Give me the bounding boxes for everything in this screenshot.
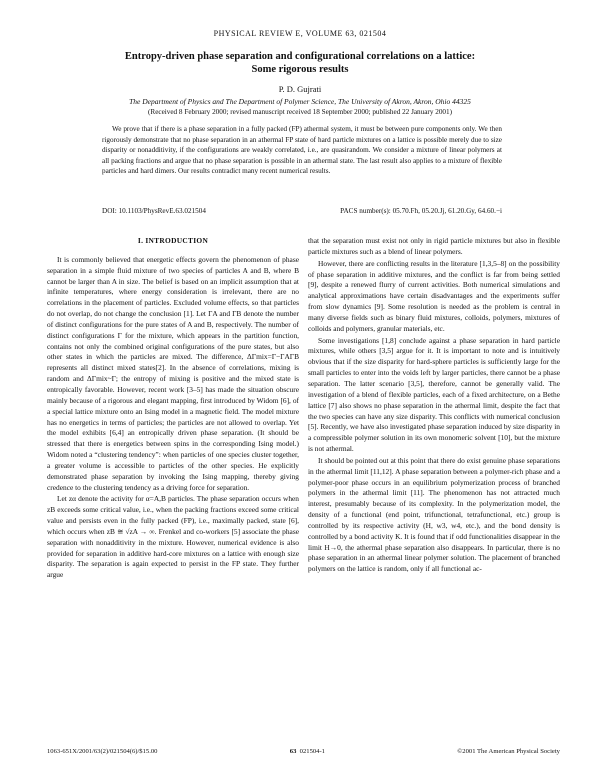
title-line-1: Entropy-driven phase separation and configurational correlations on a lattice: bbox=[124, 51, 476, 62]
page-number-value: 021504-1 bbox=[299, 748, 325, 755]
pacs-numbers: PACS number(s): 05.70.Fh, 05.20.Jj, 61.20.Gy, 64.60.−i bbox=[340, 207, 502, 215]
author-affiliation: The Department of Physics and The Department of Polymer Science, The University of Akron, Akron, Ohio 44325 bbox=[129, 97, 471, 106]
body-paragraph: that the separation must exist not only in rigid particle mixtures but also in flexible particle mixtures such as a blend of linear polymers. bbox=[308, 236, 560, 256]
abstract bbox=[102, 124, 502, 177]
body-paragraph: Some investigations [1,8] conclude against a phase separation in hard particle mixtures, while others [3,5] argue for it. It is important to note and is intuitively obvious that if the size disparity for hard-sphere particles is sufficiently large for the small particles to enter into the voids left by larger particles, there cannot be a phase separation. The latter scenario [3,5], therefore, cannot be generally valid. The investigation of a blend of flexible particles, each of a fixed architecture, on a Bethe lattice [7] also shows no phase separation in the athermal limit, despite the fact that the two species can have any size disparity. This conflicts with numerical conclusion [5]. Recently, we have also investigated phase separation induced by size disparity in a compressible polymer solution in its own monomeric solvent [10], but the mixture is not athermal. bbox=[308, 335, 560, 454]
copyright-notice: ©2001 The American Physical Society bbox=[457, 748, 560, 755]
running-head: PHYSICAL REVIEW E, VOLUME 63, 021504 bbox=[213, 29, 387, 38]
publication-dates: (Received 8 February 2000; revised manuscript received 18 September 2000; published 22 January 2001) bbox=[148, 108, 452, 116]
abstract-text: We prove that if there is a phase separation in a fully packed (FP) athermal system, it must be between pure components only. We then rigorously demonstrate that no phase separation in an athermal FP state of hard particle mixtures on a lattice is possible merely due to size disparity or nonadditivity, if the configurations are weakly correlated, i.e., are quasirandom. We consider a mixture of linear polymers at all packing fractions and argue that no phase separation is possible in an athermal state. The last result also applies to a mixture of flexible particles and hard dimers. Our results contradict many recent numerical results. bbox=[102, 125, 502, 176]
doi-link[interactable]: DOI: 10.1103/PhysRevE.63.021504 bbox=[102, 207, 206, 215]
page-number bbox=[290, 748, 325, 755]
left-column bbox=[47, 236, 299, 581]
article-identifiers bbox=[102, 207, 502, 215]
right-column bbox=[308, 236, 560, 575]
section-heading: I. INTRODUCTION bbox=[137, 236, 209, 245]
paper-title bbox=[60, 50, 540, 76]
page-footer bbox=[47, 748, 560, 755]
body-paragraph: It should be pointed out at this point that there do exist genuine phase separations in the athermal limit [11,12]. A phase separation between a polymer-rich phase and a polymer-poor phase occurs in an equilibrium polymerization process of branched polymers in the athermal limit [11]. The phenomenon has not attracted much interest, presumably because of its complexity. In the polymerization model, the density of a functional (end point, trifunctional, tetrafunctional, etc.) group is controlled by its respective activity (H, w3, w4, etc.), and the bond density is controlled by a bond activity K. It is found that if odd functionalities disappear in the limit H→0, the athermal phase separation also disappears. In particular, there is no phase separation in an athermal linear polymer solution. The placement of branched polymers on the lattice is random, only if all functional ac- bbox=[308, 455, 560, 574]
author-name: P. D. Gujrati bbox=[278, 84, 322, 94]
issn-code: 1063-651X/2001/63(2)/021504(6)/$15.00 bbox=[47, 748, 158, 755]
title-line-2: Some rigorous results bbox=[251, 64, 349, 75]
body-paragraph: Let zα denote the activity for α=A,B particles. The phase separation occurs when zB exceeds some critical value, i.e., when the packing fractions exceed some critical value and persists even in the fully packed (FP), i.e., maximally packed, state [6], which occurs when zB ≅ √zA → ∞. Frenkel and co-workers [5] associate the phase separation with nonadditivity in the mixture. However, numerical evidence is also provided for separation in additive hard-core mixtures on a lattice with enough size disparity. The separation is again expected to persist in the FP state. They further argue bbox=[47, 494, 299, 580]
body-paragraph: It is commonly believed that energetic effects govern the phenomenon of phase separation in a simple fluid mixture of two species of particles A and B, where B cannot be larger than A in size. The belief is based on an implicit assumption that at infinite temperatures, where energy consideration is irrelevant, there are no correlations in the placement of particles. Excluded volume effects, so that particles do not overlap, do not change the conclusion [1]. Let ΓA and ΓB denote the number of distinct configurations for the pure states of A and B, respectively. The number of distinct configurations Γ for the mixture, which appears in the partition function, contains not only the combined original configurations of the pure states, but also other states in which the particles are mixed. The difference, ΔΓmix=Γ−ΓAΓB represents all distinct mixed states[2]. In the absence of correlations, mixing is random and ΔΓmix~Γ; the entropy of mixing is positive and the mixed state is entropically favorable. However, recent work [3–5] has made the situation obscure mainly because of a rigorous and elegant mapping, first introduced by Widom [6], of a special lattice mixture onto an Ising model in a magnetic field. The model mixture has no energetics in terms of particles; the particles are not allowed to overlap. Yet the model exhibits [6,4] an entropically driven phase separation. (It should be stressed that there is energetics between spins in the corresponding Ising model.) Widom noted a “clustering tendency”: when particles of one species cluster together, a greater volume is accessible to particles of the other species. He explicitly demonstrated phase separation by invoking the Ising mapping, thereby giving credence to the clustering tendency as a driving force for separation. bbox=[47, 254, 299, 492]
body-paragraph: However, there are conflicting results in the literature [1,3,5–8] on the possibility of phase separation in additive mixtures, and the conflict is far from being settled [9], despite a renewed flurry of current activities. Both numerical simulations and analytical approximations have certain disadvantages and the experiments suffer from slow dynamics [9]. Some resolution is needed as the problem is central in many diverse fields such as binary fluid mixtures, colloids, polymers, mixtures of colloids and polymers, granular materials, etc. bbox=[308, 258, 560, 333]
page-volume: 63 bbox=[289, 748, 297, 755]
